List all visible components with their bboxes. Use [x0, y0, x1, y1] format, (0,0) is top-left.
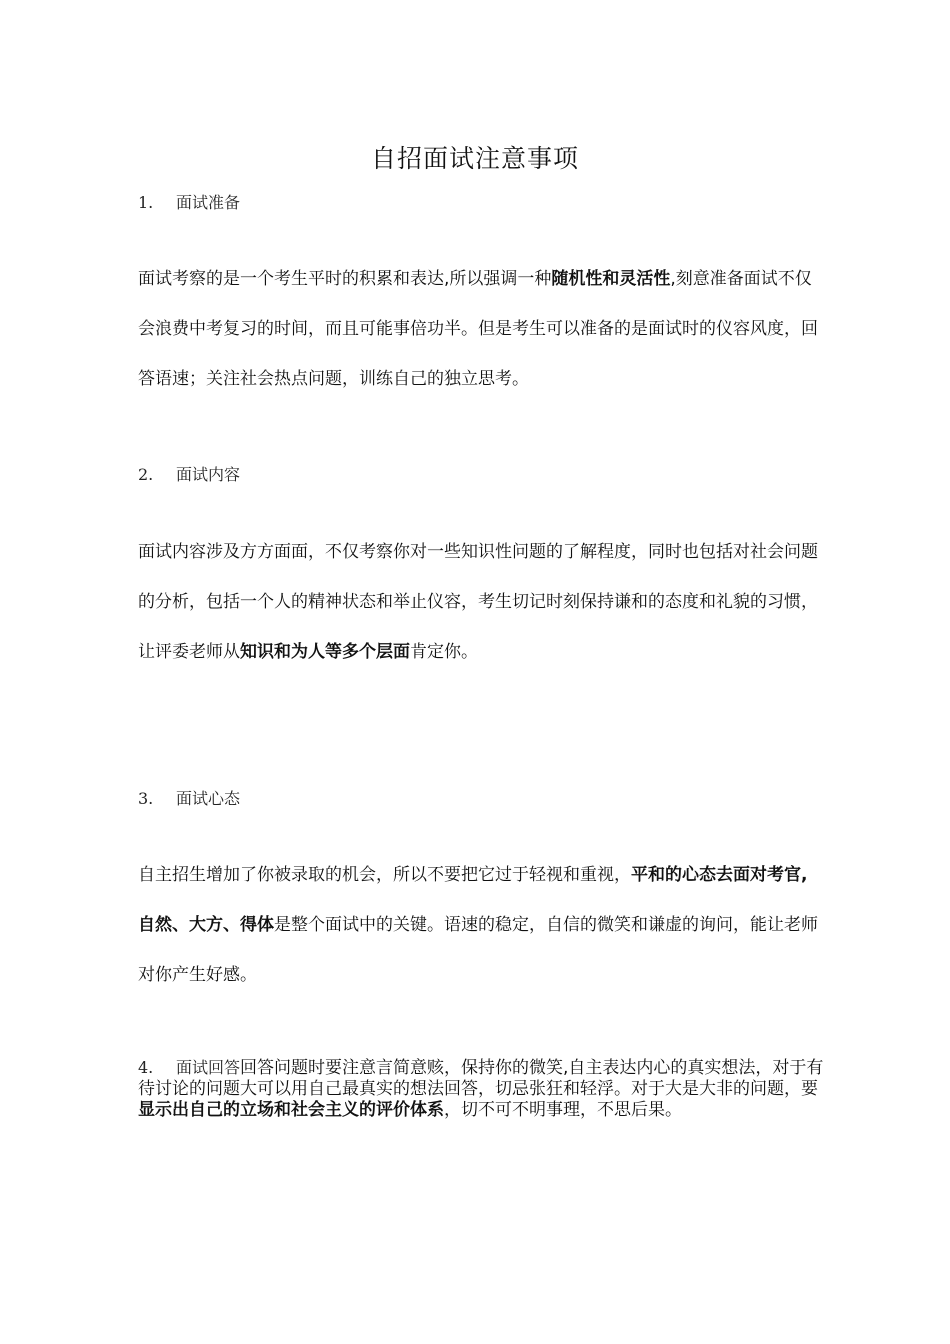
section-heading-2	[138, 462, 240, 485]
body-text: 是整个面试中的关键。语速的稳定，自信的微笑和谦虚的询问，能让老师对你产生好感。	[138, 915, 818, 985]
section-heading-1	[138, 190, 240, 213]
document-title: 自招面试注意事项	[370, 143, 579, 173]
section-heading-text: 面试回答	[176, 1058, 241, 1077]
section-heading-text: 面试准备	[176, 193, 241, 212]
section-body-1	[138, 254, 818, 404]
section-body-4	[138, 1057, 828, 1121]
section-heading-text: 面试内容	[176, 465, 241, 484]
body-text-bold: 知识和为人等多个层面	[240, 642, 410, 662]
section-heading-3	[138, 786, 240, 809]
section-body-3	[138, 850, 818, 1000]
body-text: ，切不可不明事理，不思后果。	[444, 1100, 682, 1120]
body-text: 肯定你。	[410, 642, 478, 662]
section-body-2	[138, 527, 818, 677]
body-text-bold: 显示出自己的立场和社会主义的评价体系	[138, 1100, 444, 1120]
body-text: 面试考察的是一个考生平时的积累和表达,所以强调一种	[138, 269, 552, 289]
section-heading-text: 面试心态	[176, 789, 241, 808]
body-text-bold: 平和的心态去面对考官,自然、大方、得体	[138, 865, 808, 935]
body-text: 面试内容涉及方方面面，不仅考察你对一些知识性问题的了解程度，同时也包括对社会问题的分析，包括一个人的精神状态和举止仪容，考生切记时刻保持谦和的态度和礼貌的习惯，让评委老师从	[138, 542, 818, 662]
section-number: 4.	[138, 1058, 154, 1077]
section-heading-4	[138, 1058, 240, 1077]
body-text: 回答问题时要注意言简意赅，保持你的微笑,自主表达内心的真实想法，对于有待讨论的问题大可以用自己最真实的想法回答，切忌张狂和轻浮。对于大是大非的问题，要	[138, 1058, 824, 1099]
section-number: 2.	[138, 465, 154, 484]
section-number: 1.	[138, 193, 154, 212]
body-text: ,刻意准备面试不仅会浪费中考复习的时间，而且可能事倍功半。但是考生可以准备的是面试时的仪容风度，回答语速；关注社会热点问题，训练自己的独立思考。	[138, 269, 818, 389]
body-text: 自主招生增加了你被录取的机会，所以不要把它过于轻视和重视，	[138, 865, 631, 885]
body-text-bold: 随机性和灵活性	[551, 269, 671, 289]
section-number: 3.	[138, 789, 154, 808]
